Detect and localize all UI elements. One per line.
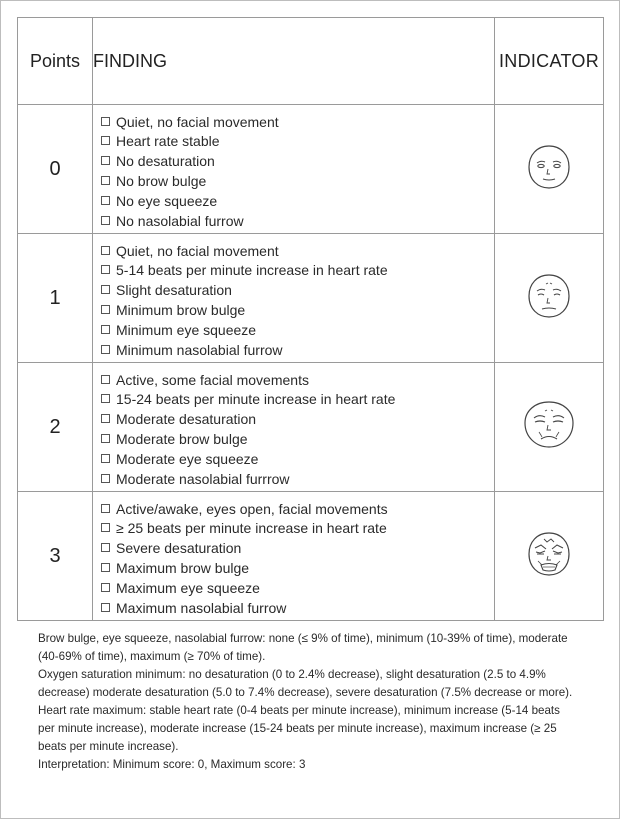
finding-text: Minimum nasolabial furrow <box>116 341 283 358</box>
moderate-grimace-face-icon <box>521 399 577 451</box>
finding-text: No eye squeeze <box>116 192 218 209</box>
list-item <box>101 500 494 520</box>
list-item <box>101 341 494 361</box>
header-points: Points <box>18 18 93 105</box>
finding-text: Active/awake, eyes open, facial movements <box>116 500 388 517</box>
list-item <box>101 519 494 539</box>
finding-text: Moderate eye squeeze <box>116 450 259 467</box>
list-item <box>101 301 494 321</box>
mild-grimace-face-icon <box>524 271 574 321</box>
list-item <box>101 152 494 172</box>
list-item <box>101 371 494 391</box>
list-item <box>101 450 494 470</box>
note-heart-rate: Heart rate maximum: stable heart rate (0-4 beats per minute increase), minimum increase (5-14 beats per minute increase), moderate increase (15-24 beats per minute increase), maximum increase (≥ 25 beats per minute increase). <box>38 704 560 753</box>
checkbox-icon <box>101 474 110 483</box>
header-finding: FINDING <box>93 18 495 105</box>
severe-grimace-face-icon <box>524 529 574 579</box>
checkbox-icon <box>101 196 110 205</box>
list-item <box>101 579 494 599</box>
row-points: 0 <box>18 105 93 234</box>
checkbox-icon <box>101 375 110 384</box>
finding-text: Severe desaturation <box>116 540 242 557</box>
table-row <box>18 105 604 234</box>
pain-scale-table <box>17 17 604 621</box>
list-item <box>101 539 494 559</box>
row-points: 1 <box>18 234 93 363</box>
finding-text: Maximum nasolabial furrow <box>116 599 287 616</box>
checkbox-icon <box>101 583 110 592</box>
scoring-notes <box>38 630 578 774</box>
note-brow-eye-furrow: Brow bulge, eye squeeze, nasolabial furrow: none (≤ 9% of time), minimum (10-39% of time), moderate (40-69% of time), maximum (≥ 70% of time). <box>38 632 568 663</box>
checkbox-icon <box>101 325 110 334</box>
indicator-cell <box>495 363 604 492</box>
list-item <box>101 559 494 579</box>
checkbox-icon <box>101 454 110 463</box>
header-indicator: INDICATOR <box>495 18 604 105</box>
note-oxygen-saturation: Oxygen saturation minimum: no desaturation (0 to 2.4% decrease), slight desaturation (2.5 to 4.9% decrease) moderate desaturation (5.0 to 7.4% decrease), severe desaturation (7.5% decrease or more). <box>38 668 573 699</box>
finding-text: Moderate brow bulge <box>116 431 248 447</box>
finding-text: Minimum brow bulge <box>116 302 246 318</box>
finding-text: Maximum brow bulge <box>116 560 250 576</box>
note-interpretation: Interpretation: Minimum score: 0, Maximum score: 3 <box>38 758 306 771</box>
finding-text: Active, some facial movements <box>116 371 309 388</box>
list-item <box>101 410 494 430</box>
finding-text: Heart rate stable <box>116 133 220 150</box>
finding-text: 5-14 beats per minute increase in heart rate <box>116 262 388 279</box>
list-item <box>101 242 494 262</box>
table-header-row <box>18 18 604 105</box>
checkbox-icon <box>101 563 110 572</box>
finding-text: Minimum eye squeeze <box>116 321 257 338</box>
indicator-cell <box>495 492 604 621</box>
list-item <box>101 470 494 490</box>
checkbox-icon <box>101 345 110 354</box>
checkbox-icon <box>101 504 110 513</box>
list-item <box>101 321 494 341</box>
checkbox-icon <box>101 176 110 185</box>
checkbox-icon <box>101 305 110 314</box>
checkbox-icon <box>101 543 110 552</box>
checkbox-icon <box>101 117 110 126</box>
row-points: 3 <box>18 492 93 621</box>
list-item <box>101 212 494 232</box>
finding-text: ≥ 25 beats per minute increase in heart rate <box>116 520 387 537</box>
finding-text: Moderate desaturation <box>116 411 257 428</box>
row-findings <box>93 492 495 621</box>
finding-text: Moderate nasolabial furrrow <box>116 470 290 487</box>
checkbox-icon <box>101 603 110 612</box>
checkbox-icon <box>101 246 110 255</box>
list-item <box>101 192 494 212</box>
row-findings <box>93 234 495 363</box>
list-item <box>101 132 494 152</box>
indicator-cell <box>495 105 604 234</box>
finding-text: Slight desaturation <box>116 282 232 299</box>
table-row <box>18 363 604 492</box>
checkbox-icon <box>101 136 110 145</box>
list-item <box>101 172 494 192</box>
indicator-cell <box>495 234 604 363</box>
list-item <box>101 390 494 410</box>
finding-text: No desaturation <box>116 153 215 170</box>
row-findings <box>93 363 495 492</box>
checkbox-icon <box>101 434 110 443</box>
row-points: 2 <box>18 363 93 492</box>
finding-text: Quiet, no facial movement <box>116 242 279 259</box>
checkbox-icon <box>101 285 110 294</box>
row-findings <box>93 105 495 234</box>
table-row <box>18 492 604 621</box>
checkbox-icon <box>101 265 110 274</box>
finding-text: No nasolabial furrow <box>116 212 244 229</box>
list-item <box>101 281 494 301</box>
checkbox-icon <box>101 216 110 225</box>
finding-text: Quiet, no facial movement <box>116 113 279 130</box>
neutral-face-icon <box>524 142 574 192</box>
checkbox-icon <box>101 523 110 532</box>
checkbox-icon <box>101 414 110 423</box>
list-item <box>101 599 494 619</box>
finding-text: 15-24 beats per minute increase in heart rate <box>116 391 396 408</box>
table-row <box>18 234 604 363</box>
list-item <box>101 261 494 281</box>
finding-text: Maximum eye squeeze <box>116 579 260 596</box>
finding-text: No brow bulge <box>116 173 207 189</box>
list-item <box>101 430 494 450</box>
checkbox-icon <box>101 394 110 403</box>
checkbox-icon <box>101 156 110 165</box>
list-item <box>101 113 494 133</box>
